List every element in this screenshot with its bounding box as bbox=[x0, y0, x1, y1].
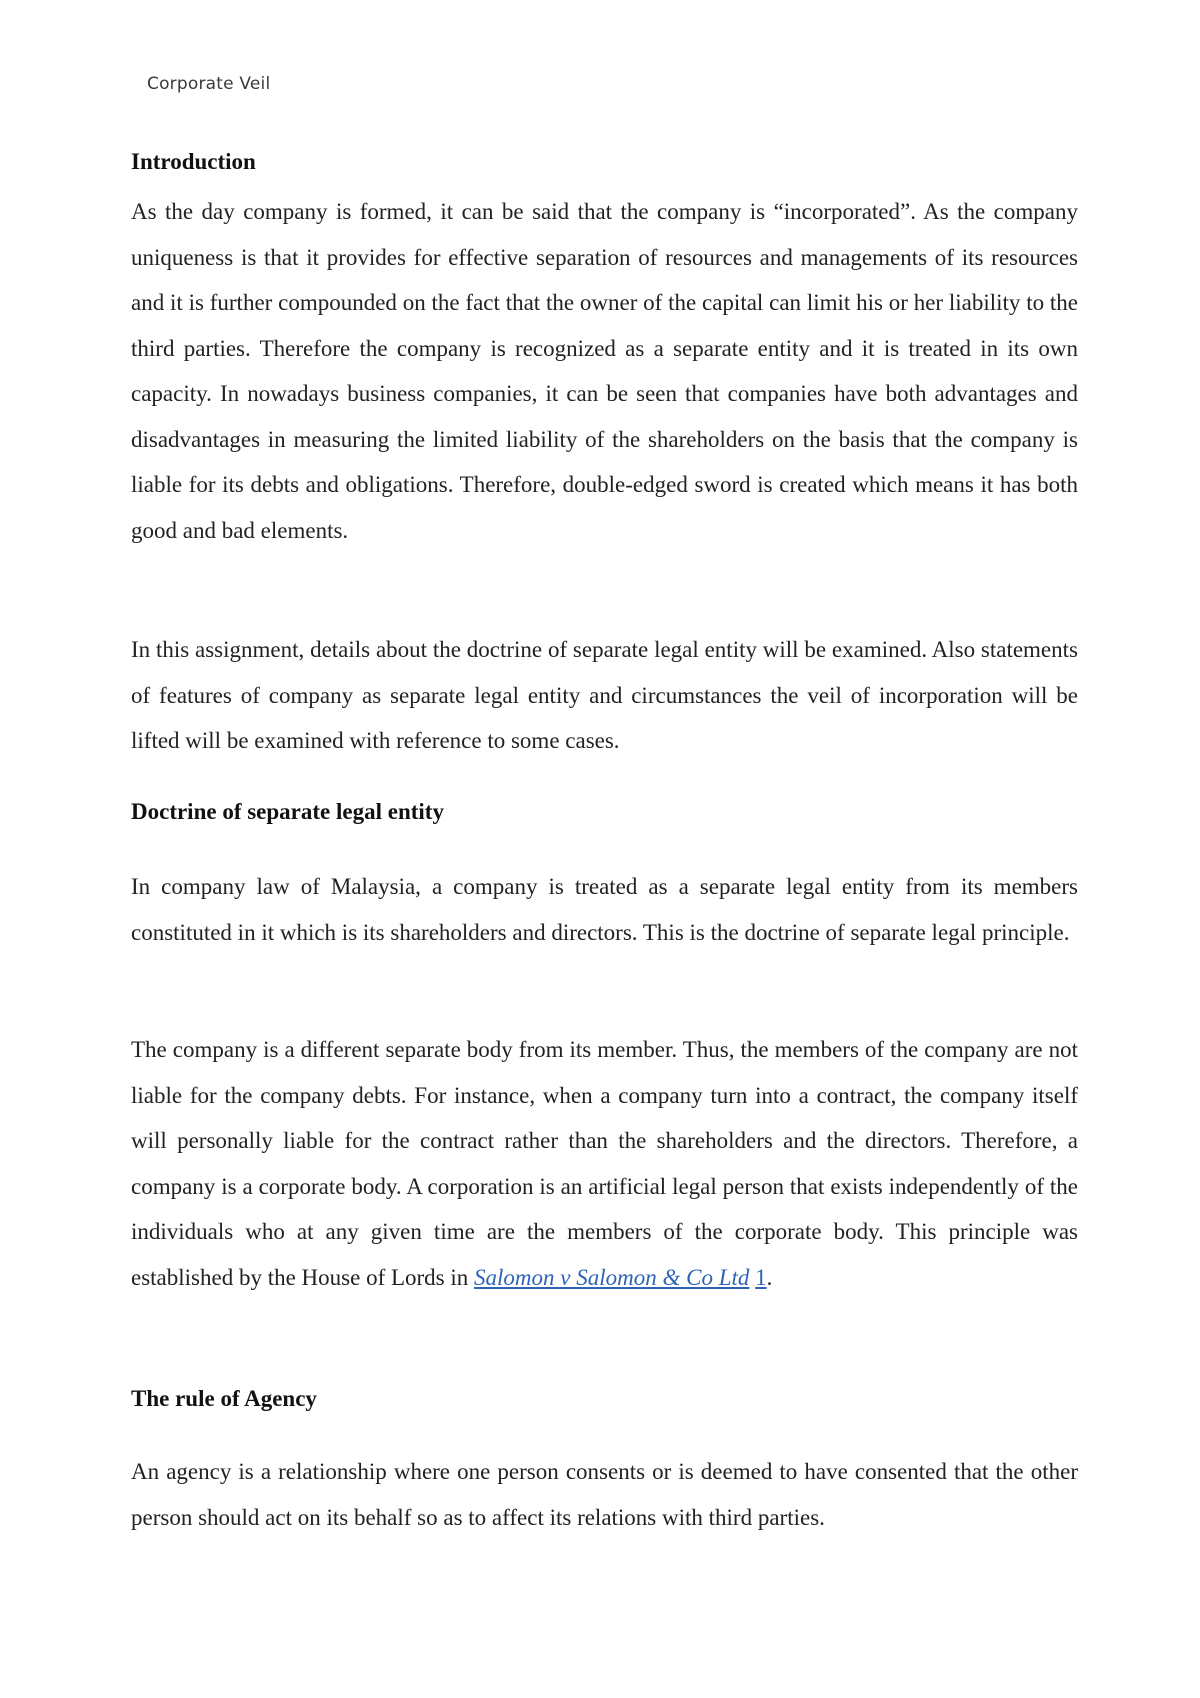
paragraph-introduction-1: As the day company is formed, it can be said that the company is “incorporated”. As the company uniqueness is that it provides for effective separation of resources and managements of its resources and it is further compounded on the fact that the owner of the capital can limit his or her liability to the third parties. Therefore the company is recognized as a separate entity and it is treated in its own capacity. In nowadays business companies, it can be seen that companies have both advantages and disadvantages in measuring the limited liability of the shareholders on the basis that the company is liable for its debts and obligations. Therefore, double-edged sword is created which means it has both good and bad elements. bbox=[131, 199, 1078, 543]
paragraph-agency-1: An agency is a relationship where one person consents or is deemed to have consented that the other person should act on its behalf so as to affect its relations with third parties. bbox=[131, 1459, 1078, 1530]
footnote-ref-1[interactable]: 1 bbox=[755, 1264, 767, 1290]
running-header: Corporate Veil bbox=[147, 74, 271, 94]
paragraph-introduction-2: In this assignment, details about the doctrine of separate legal entity will be examined. Also statements of features of company as separate legal entity and circumstances the veil of incorporation will be lifted will be examined with reference to some cases. bbox=[131, 637, 1078, 753]
heading-doctrine: Doctrine of separate legal entity bbox=[131, 799, 444, 824]
heading-introduction: Introduction bbox=[131, 149, 256, 174]
case-link-salomon[interactable]: Salomon v Salomon & Co Ltd bbox=[474, 1264, 750, 1290]
paragraph-doctrine-1: In company law of Malaysia, a company is treated as a separate legal entity from its members constituted in it which is its shareholders and directors. This is the doctrine of separate legal principle. bbox=[131, 874, 1078, 945]
paragraph-doctrine-2 bbox=[131, 1027, 1078, 1300]
paragraph-doctrine-2-end: . bbox=[766, 1264, 773, 1290]
heading-agency: The rule of Agency bbox=[131, 1386, 317, 1411]
paragraph-doctrine-2-text: The company is a different separate body from its member. Thus, the members of the company are not liable for the company debts. For instance, when a company turn into a contract, the company itself will personally liable for the contract rather than the shareholders and the directors. Therefore, a company is a corporate body. A corporation is an artificial legal person that exists independently of the individuals who at any given time are the members of the corporate body. This principle was established by the House of Lords in bbox=[131, 1037, 1078, 1290]
